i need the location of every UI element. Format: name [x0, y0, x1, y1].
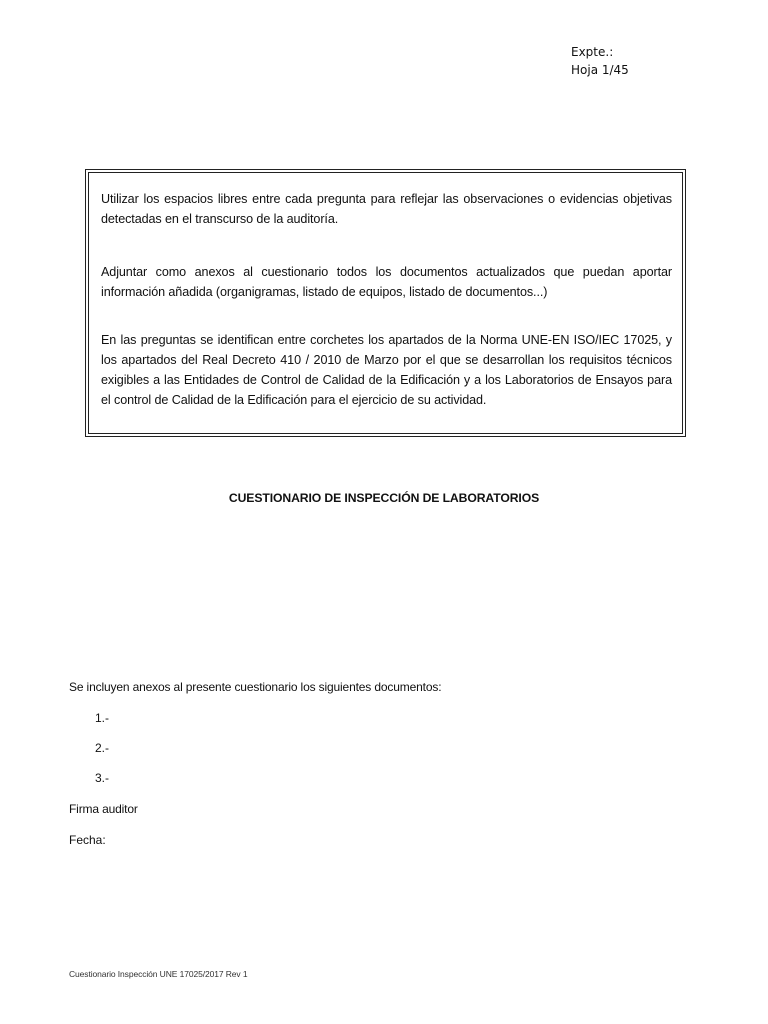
- instruction-paragraph-references: En las preguntas se identifican entre corchetes los apartados de la Norma UNE-EN ISO/IEC 17025, y los apartados del Real Decreto 410 / 2010 de Marzo por el que se desarrollan los requisitos técnicos exigibles a las Entidades de Control de Calidad de la Edificación y a los Laboratorios de Ensayos para el control de Calidad de la Edificación para el ejercicio de su actividad.: [101, 333, 672, 407]
- instruction-paragraph-annexes: Adjuntar como anexos al cuestionario todos los documentos actualizados que puedan aportar información añadida (organigramas, listado de equipos, listado de documentos...): [101, 265, 672, 299]
- annex-item: 3.-: [95, 771, 110, 785]
- instructions-box-inner: [88, 172, 683, 434]
- annexes-intro: Se incluyen anexos al presente cuestionario los siguientes documentos:: [69, 680, 442, 694]
- sheet-number: Hoja 1/45: [571, 63, 629, 77]
- auditor-signature-label: Firma auditor: [69, 802, 138, 816]
- annex-item: 2.-: [95, 741, 110, 755]
- annex-item: 1.-: [95, 711, 110, 725]
- instructions-box: [85, 169, 686, 437]
- date-label: Fecha:: [69, 833, 106, 847]
- annexes-list: [95, 711, 109, 801]
- page-footer: Cuestionario Inspección UNE 17025/2017 Rev 1: [69, 969, 248, 979]
- instruction-paragraph-observations: Utilizar los espacios libres entre cada pregunta para reflejar las observaciones o evidencias objetivas detectadas en el transcurso de la auditoría.: [101, 192, 672, 226]
- document-reference: [571, 43, 629, 79]
- expediente-label: Expte.:: [571, 45, 614, 59]
- document-title: CUESTIONARIO DE INSPECCIÓN DE LABORATORIOS: [228, 491, 540, 505]
